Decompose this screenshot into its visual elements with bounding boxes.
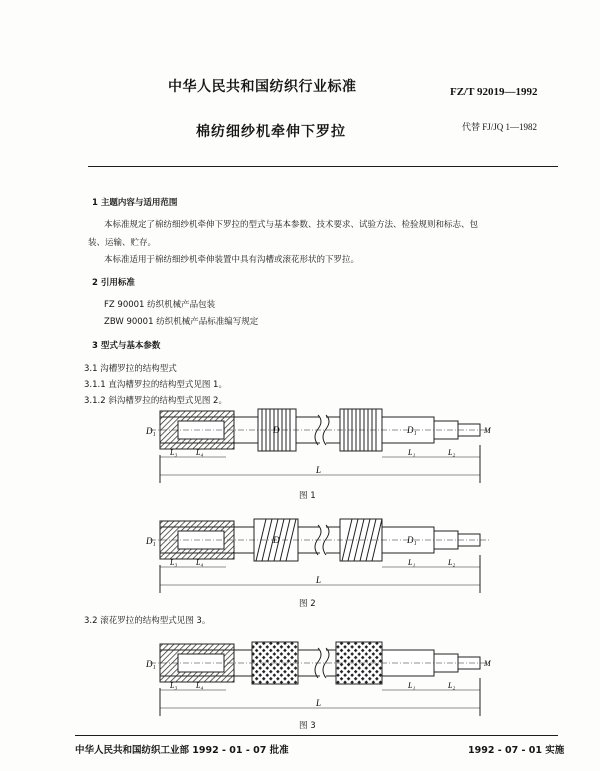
dimension-label-d: D bbox=[273, 425, 280, 435]
dimension-label-m: M bbox=[484, 426, 491, 435]
subsection-3-1-2: 3.1.2 斜沟槽罗拉的结构型式见图 2。 bbox=[84, 396, 227, 406]
figure-2-caption: 图 2 bbox=[299, 599, 316, 609]
figure-1-caption: 图 1 bbox=[299, 491, 316, 501]
figure-1-drawing bbox=[140, 405, 500, 485]
reference-item: ZBW 90001 纺织机械产品标准编写规定 bbox=[104, 317, 259, 327]
dimension-label-l2: L₂ bbox=[448, 558, 456, 567]
dimension-label-m: M bbox=[484, 659, 491, 668]
subsection-3-1: 3.1 沟槽罗拉的结构型式 bbox=[84, 364, 177, 374]
replaces-standard: 代替 FJ/JQ 1—1982 bbox=[462, 122, 538, 132]
dimension-label-l1: L₁ bbox=[408, 681, 416, 690]
subsection-3-1-1: 3.1.1 直沟槽罗拉的结构型式见图 1。 bbox=[84, 380, 227, 390]
section-2-heading: 2 引用标准 bbox=[92, 278, 135, 288]
section-3-heading: 3 型式与基本参数 bbox=[92, 341, 161, 351]
dimension-label-l2: L₂ bbox=[448, 681, 456, 690]
effective-date: 1992 - 07 - 01 实施 bbox=[468, 745, 565, 756]
dimension-label-l4: L₄ bbox=[196, 448, 204, 457]
dimension-label-d1: D₁ bbox=[146, 659, 156, 669]
section-1-paragraph-line-2: 装、运输、贮存。 bbox=[88, 238, 157, 248]
dimension-label-d1: D₁ bbox=[407, 535, 417, 545]
footer-rule bbox=[75, 735, 558, 736]
dimension-label-l2: L₂ bbox=[448, 448, 456, 457]
section-1-heading: 1 主题内容与适用范围 bbox=[92, 198, 178, 208]
dimension-label-l1: L₁ bbox=[408, 558, 416, 567]
dimension-label-l3: L₃ bbox=[170, 681, 178, 690]
dimension-label-l4: L₄ bbox=[196, 681, 204, 690]
standard-code: FZ/T 92019—1992 bbox=[450, 86, 538, 98]
dimension-label-l: L bbox=[316, 698, 322, 708]
approval-line: 中华人民共和国纺织工业部 1992 - 01 - 07 批准 bbox=[75, 745, 289, 756]
figure-2-drawing bbox=[140, 515, 500, 595]
section-1-paragraph-2: 本标准适用于棉纺细纱机牵伸装置中具有沟槽或滚花形状的下罗拉。 bbox=[104, 255, 360, 265]
dimension-label-d1: D₁ bbox=[146, 536, 156, 546]
dimension-label-l3: L₃ bbox=[170, 558, 178, 567]
section-1-paragraph-line-1: 本标准规定了棉纺细纱机牵伸下罗拉的型式与基本参数、技术要求、试验方法、检验规则和标志、包 bbox=[104, 220, 479, 230]
dimension-label-l: L bbox=[316, 575, 322, 585]
dimension-label-d: D bbox=[273, 535, 280, 545]
dimension-label-l: L bbox=[316, 465, 322, 475]
dimension-label-l4: L₄ bbox=[196, 558, 204, 567]
publishing-organization: 中华人民共和国纺织行业标准 bbox=[168, 79, 357, 95]
reference-item: FZ 90001 纺织机械产品包装 bbox=[104, 300, 216, 310]
figure-3-caption: 图 3 bbox=[299, 721, 316, 731]
subsection-3-2: 3.2 滚花罗拉的结构型式见图 3。 bbox=[84, 616, 211, 626]
dimension-label-d1: D₁ bbox=[146, 426, 156, 436]
header-rule bbox=[88, 166, 558, 167]
figure-3-drawing bbox=[140, 638, 500, 718]
document-title: 棉纺细纱机牵伸下罗拉 bbox=[196, 124, 346, 140]
dimension-label-l1: L₁ bbox=[408, 448, 416, 457]
dimension-label-d1: D₁ bbox=[407, 425, 417, 435]
dimension-label-l3: L₃ bbox=[170, 448, 178, 457]
